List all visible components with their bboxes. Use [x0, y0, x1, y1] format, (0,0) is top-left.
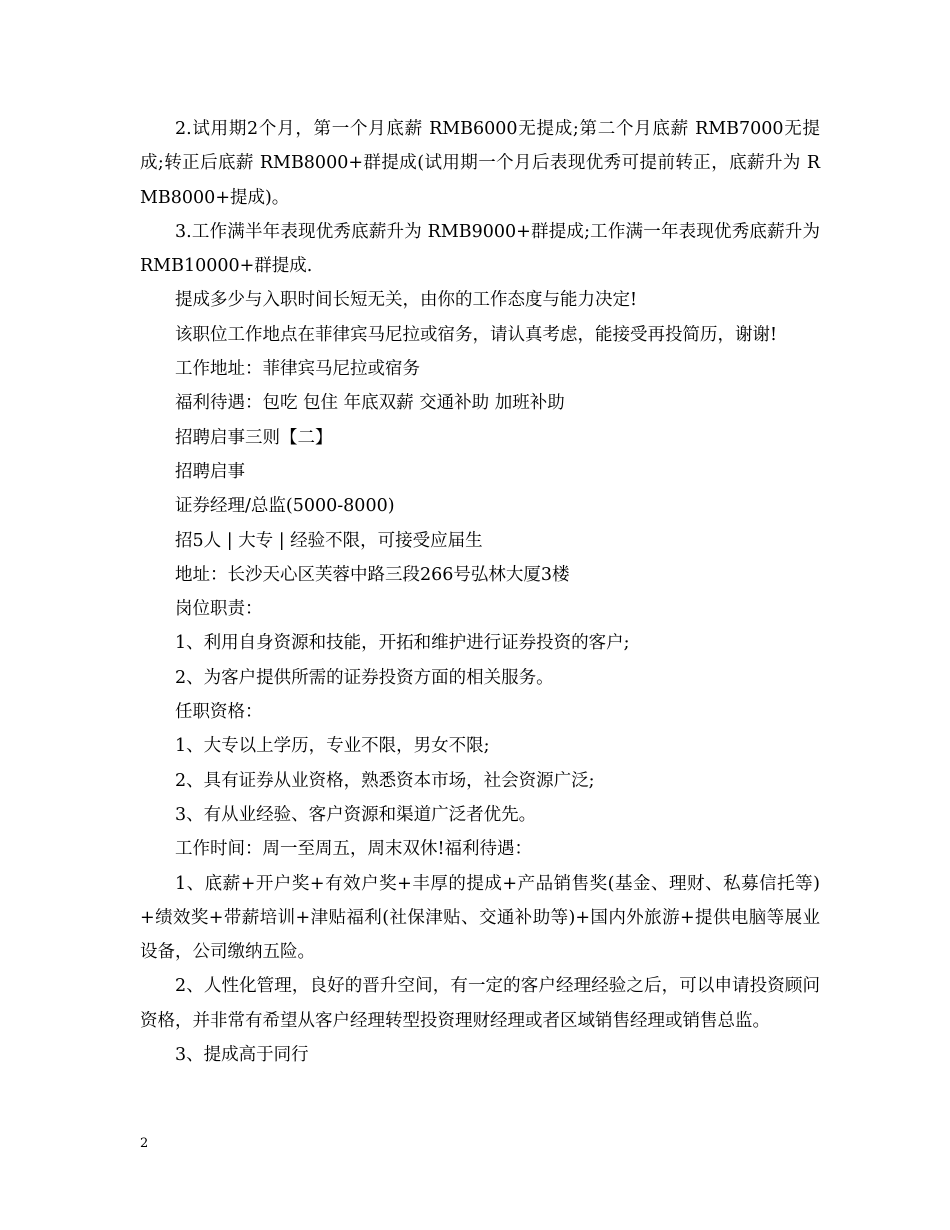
page-number: 2	[140, 1136, 149, 1151]
duty-item: 2、为客户提供所需的证券投资方面的相关服务。	[175, 667, 554, 688]
document-body	[140, 112, 820, 1072]
benefit-item: 1、底薪+开户奖+有效户奖+丰厚的提成+产品销售奖(基金、理财、私募信托等)+绩效奖+带薪培训+津贴福利(社保津贴、交通补助等)+国内外旅游+提供电脑等展业设备，公司缴纳五险。	[140, 873, 820, 963]
paragraph-salary-raise: 3.工作满半年表现优秀底薪升为 RMB9000+群提成;工作满一年表现优秀底薪升为 RMB10000+群提成.	[140, 221, 820, 277]
paragraph-commission-note: 提成多少与入职时间长短无关，由你的工作态度与能力决定!	[175, 290, 638, 311]
duty-item: 1、利用自身资源和技能，开拓和维护进行证券投资的客户;	[175, 633, 630, 654]
paragraph-benefits: 福利待遇：包吃 包住 年底双薪 交通补助 加班补助	[175, 393, 565, 414]
notice-title: 招聘启事	[175, 461, 245, 482]
paragraph-work-location-note: 该职位工作地点在菲律宾马尼拉或宿务，请认真考虑，能接受再投简历，谢谢!	[175, 324, 778, 345]
section-heading: 招聘启事三则【二】	[175, 427, 333, 448]
benefit-item: 3、提成高于同行	[175, 1045, 309, 1066]
qualification-item: 2、具有证券从业资格，熟悉资本市场，社会资源广泛;	[175, 770, 595, 791]
job-requirements-summary: 招5人 | 大专 | 经验不限，可接受应届生	[175, 530, 483, 551]
job-title: 证券经理/总监(5000-8000)	[175, 496, 395, 517]
qualifications-heading: 任职资格：	[175, 702, 263, 723]
duties-heading: 岗位职责：	[175, 599, 263, 620]
benefit-item: 2、人性化管理，良好的晋升空间，有一定的客户经理经验之后，可以申请投资顾问资格，并非常有希望从客户经理转型投资理财经理或者区域销售经理或销售总监。	[140, 976, 820, 1031]
qualification-item: 3、有从业经验、客户资源和渠道广泛者优先。	[175, 804, 537, 825]
qualification-item: 1、大专以上学历，专业不限，男女不限;	[175, 736, 490, 757]
paragraph-work-address: 工作地址：菲律宾马尼拉或宿务	[175, 359, 420, 380]
work-hours-benefits-heading: 工作时间：周一至周五，周末双休!福利待遇：	[175, 839, 533, 860]
company-address: 地址：长沙天心区芙蓉中路三段266号弘林大厦3楼	[175, 564, 570, 585]
paragraph-probation-salary: 2.试用期2个月，第一个月底薪 RMB6000无提成;第二个月底薪 RMB7000无提成;转正后底薪 RMB8000+群提成(试用期一个月后表现优秀可提前转正，底薪升为 RMB8000+提成)。	[140, 119, 820, 208]
